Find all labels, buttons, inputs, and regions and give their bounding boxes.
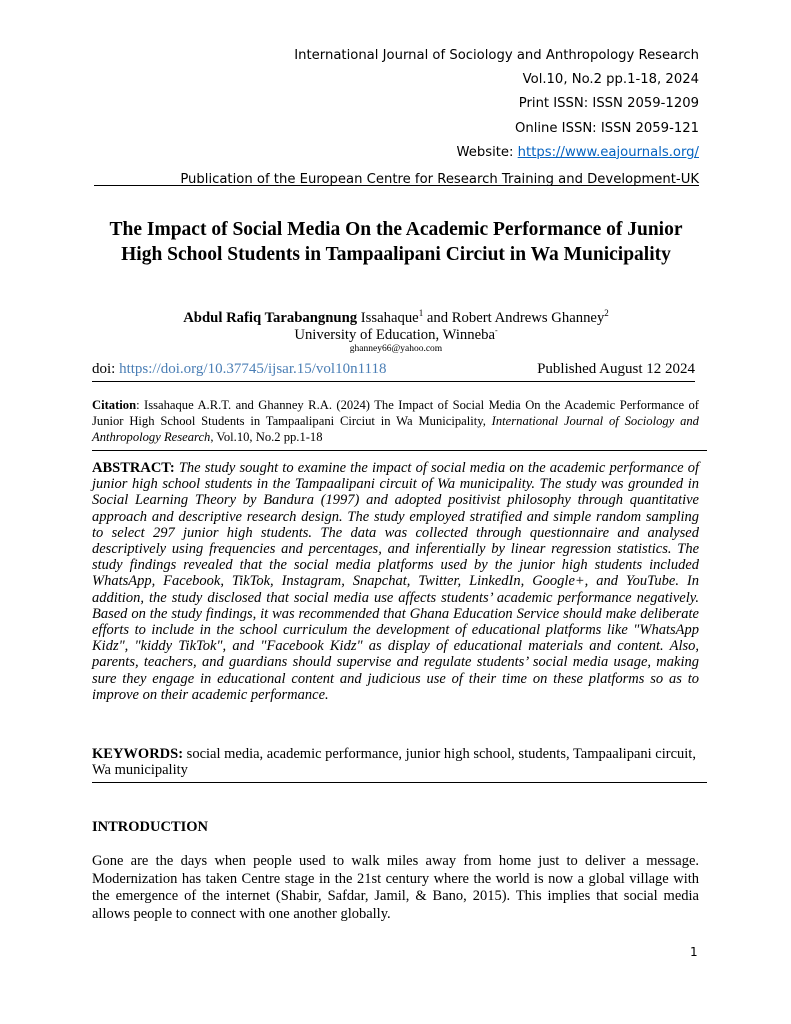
keywords-label: KEYWORDS: [92, 746, 184, 762]
online-issn: Online ISSN: ISSN 2059-121 [514, 120, 699, 136]
doi-divider [92, 381, 695, 382]
print-issn: Print ISSN: ISSN 2059-1209 [518, 96, 699, 112]
paper-title: The Impact of Social Media On the Academic Performance of Junior High School Students in Tampaalipani Circiut in Wa Municipality [109, 219, 683, 265]
author2-name: and Robert Andrews Ghanney [423, 309, 605, 326]
keywords-text: social media, academic performance, junior high school, students, Tampaalipani circuit, Wa municipality [92, 746, 696, 779]
published-date: Published August 12 2024 [537, 361, 695, 377]
doi-link[interactable]: https://doi.org/10.37745/ijsar.15/vol10n1118 [119, 361, 387, 377]
website-line [294, 141, 699, 165]
citation-journal: International Journal of Sociology and Anthropology Research [92, 414, 699, 444]
website-label: Website: [456, 144, 518, 160]
journal-header [294, 44, 699, 165]
abstract-text: The study sought to examine the impact of social media on the academic performance of junior high school students in the Tampaalipani circuit of Wa municipality. The study was grounded in Social Learning Theory by Bandura (1997) and adopted positivist philosophy through quantitative approach and descriptive research design. The study employed stratified and simple random sampling to select 297 junior high students. The data was collected through questionnaire and analysed descriptively using frequencies and percentages, and inferentially by linear regression statistics. The study findings revealed that the social media platforms used by the junior high students included WhatsApp, Facebook, TikTok, Instagram, Snapchat, Twitter, LinkedIn, Google+, and YouTube. In addition, the study disclosed that social media use affects students’ academic performance negatively. Based on the study findings, it was recommended that Ghana Education Service should make deliberate efforts to include in the school curriculum the development of educational platforms like "WhatsApp Kidz", "kiddy TikTok", and "Facebook Kidz" as display of educational materials and content. Also, parents, teachers, and guardians should supervise and regulate students’ social media usage, making sure they engage in educational content and judicious use of their time on these platforms so as to improve on their academic performance. [92, 460, 699, 703]
doi-label: doi: [92, 361, 120, 377]
publisher-line: Publication of the European Centre for Research Training and Development-UK [180, 172, 699, 187]
keywords-divider [92, 782, 707, 783]
volume-info: Vol.10, No.2 pp.1-18, 2024 [522, 72, 699, 88]
affiliation-mark: - [494, 326, 498, 335]
author-line [96, 305, 696, 327]
introduction-paragraph: Gone are the days when people used to walk miles away from home just to deliver a message. Modernization has taken Centre stage in the 21st century where the world is now a global village with the emergence of the internet (Shabir, Safdar, Jamil, & Bano, 2015). This implies that social media allows people to connect with one another globally. [92, 853, 699, 922]
abstract-block [92, 460, 699, 703]
doi-row [92, 361, 695, 378]
citation-divider [92, 450, 707, 451]
website-link[interactable]: https://www.eajournals.org/ [517, 144, 699, 160]
affiliation [96, 326, 696, 344]
abstract-label: ABSTRACT: [92, 460, 175, 476]
citation-text-a: : Issahaque A.R.T. and Ghanney R.A. (2024) The Impact of Social Media On the Academic Performance of Junior High School Students in Tampaalipani Circiut in Wa Municipality, [92, 398, 699, 428]
header-divider [94, 185, 699, 186]
author1-name: Abdul Rafiq Tarabangnung [183, 309, 358, 326]
author2-affil-mark: 2 [604, 308, 609, 318]
affiliation-name: University of Education, Winneba [294, 326, 495, 343]
journal-name: International Journal of Sociology and Anthropology Research [294, 48, 699, 63]
introduction-heading: INTRODUCTION [92, 819, 209, 835]
citation-label: Citation [92, 398, 137, 412]
citation-text-b: , Vol.10, No.2 pp.1-18 [210, 430, 323, 444]
author-email: ghanney66@yahoo.com [349, 344, 443, 354]
citation-block [92, 397, 699, 445]
author1-surname: Issahaque [357, 309, 419, 326]
author1-affil-mark: 1 [418, 308, 424, 318]
page-number: 1 [690, 945, 698, 959]
keywords-block [92, 746, 699, 778]
